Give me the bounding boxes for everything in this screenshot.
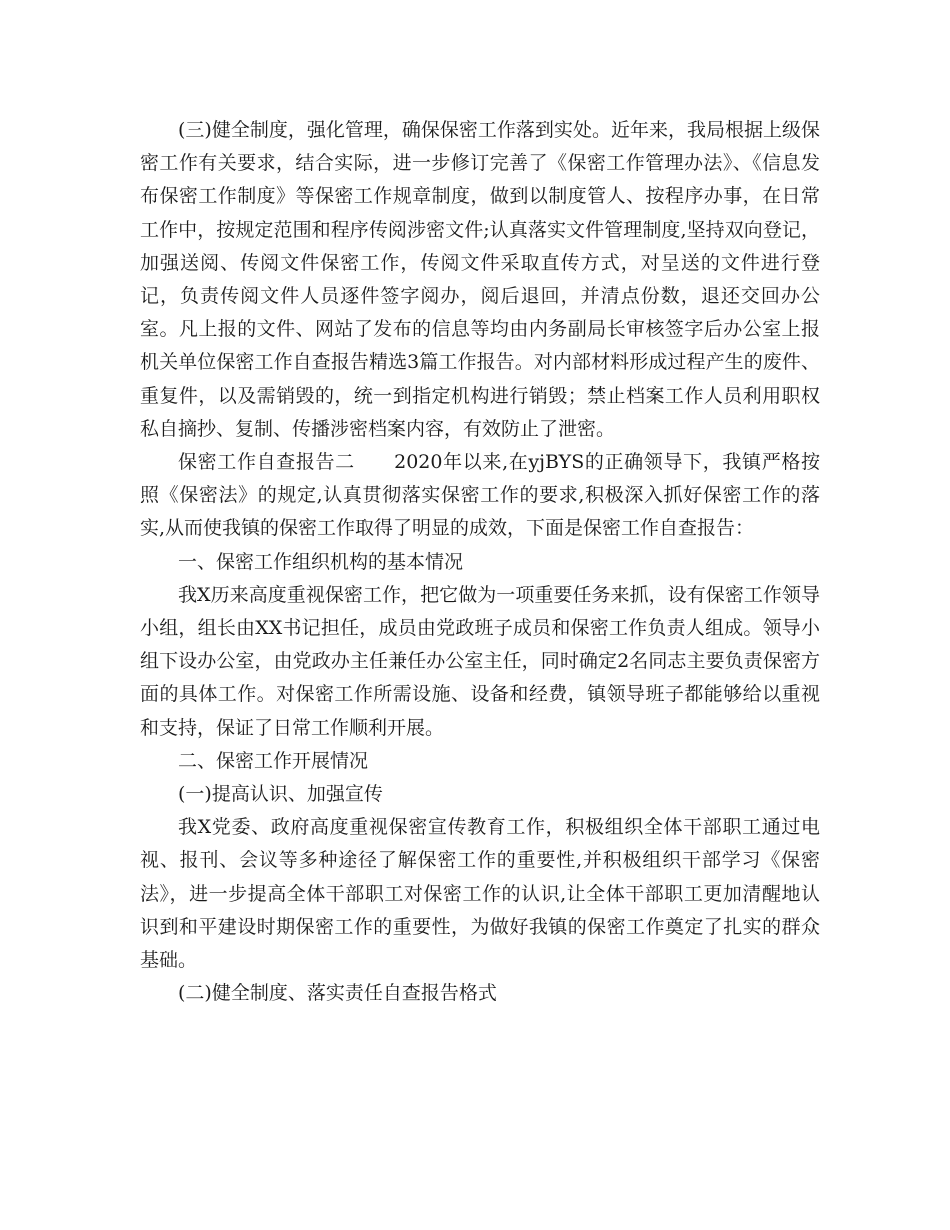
document-page [140,114,820,1010]
subheading-responsibility: (二)健全制度、落实责任自查报告格式 [178,982,497,1005]
paragraph-organization: 我X历来高度重视保密工作，把它做为一项重要任务来抓，设有保密工作领导小组，组长由XX书记担任，成员由党政班子成员和保密工作负责人组成。领导小组下设办公室，由党政办主任兼任办公室主任，同时确定2名同志主要负责保密方面的具体工作。对保密工作所需设施、设备和经费，镇领导班子都能够给以重视和支持，保证了日常工作顺利开展。 [140,583,820,739]
heading-organization: 一、保密工作组织机构的基本情况 [178,550,464,573]
subheading-awareness: (一)提高认识、加强宣传 [178,783,383,806]
paragraph-report-two-intro: 保密工作自查报告二 2020年以来,在yjBYS的正确领导下，我镇严格按照《保密法》的规定,认真贯彻落实保密工作的要求,积极深入抓好保密工作的落实,从而使我镇的保密工作取得了明显的成效，下面是保密工作自查报告： [140,451,820,540]
paragraph-awareness: 我X党委、政府高度重视保密宣传教育工作，积极组织全体干部职工通过电视、报刊、会议等多种途径了解保密工作的重要性,并积极组织干部学习《保密法》，进一步提高全体干部职工对保密工作的认识,让全体干部职工更加清醒地认识到和平建设时期保密工作的重要性，为做好我镇的保密工作奠定了扎实的群众基础。 [140,816,820,972]
paragraph-security-system: (三)健全制度，强化管理，确保保密工作落到实处。近年来，我局根据上级保密工作有关要求，结合实际，进一步修订完善了《保密工作管理办法》、《信息发布保密工作制度》等保密工作规章制度，做到以制度管人、按程序办事，在日常工作中，按规定范围和程序传阅涉密文件;认真落实文件管理制度,坚持双向登记，加强送阅、传阅文件保密工作，传阅文件采取直传方式，对呈送的文件进行登记，负责传阅文件人员逐件签字阅办，阅后退回，并清点份数，退还交回办公室。凡上报的文件、网站了发布的信息等均由内务副局长审核签字后办公室上报机关单位保密工作自查报告精选3篇工作报告。对内部材料形成过程产生的废件、重复件，以及需销毁的，统一到指定机构进行销毁；禁止档案工作人员利用职权私自摘抄、复制、传播涉密档案内容，有效防止了泄密。 [140,119,820,440]
heading-work-progress: 二、保密工作开展情况 [178,749,369,772]
